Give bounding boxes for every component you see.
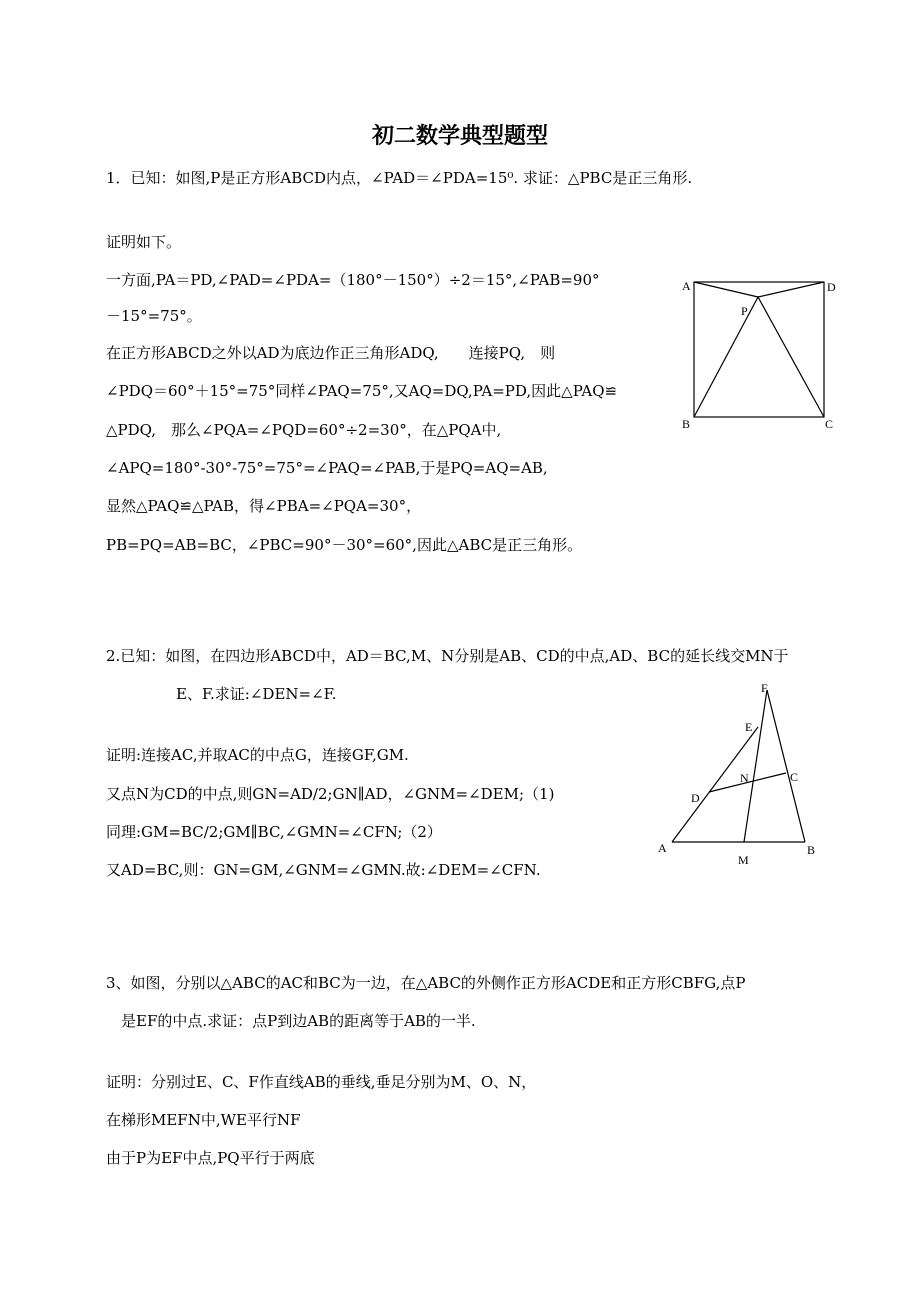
problem-3-proof-line: 证明：分别过E、C、F作直线AB的垂线,垂足分别为M、O、N，: [106, 1073, 537, 1091]
label-b: B: [682, 417, 691, 431]
problem-1-proof-line: PB=PQ=AB=BC，∠PBC=90°－30°=60°,因此△ABC是正三角形。: [106, 536, 583, 554]
label-f: F: [761, 681, 768, 695]
problem-1-proof-line: ∠PDQ＝60°＋15°=75°同样∠PAQ=75°,又AQ=DQ,PA=PD,因此△PAQ≌: [106, 382, 618, 400]
problem-1-statement: 1．已知：如图,P是正方形ABCD内点，∠PAD＝∠PDA=15⁰. 求证：△PBC是正三角形.: [106, 169, 693, 187]
label-a: A: [658, 841, 667, 855]
figure-square-abcd: [670, 270, 840, 430]
label-e: E: [745, 720, 753, 734]
problem-1-proof-line: ∠APQ=180°-30°-75°=75°=∠PAQ=∠PAB,于是PQ=AQ=AB,: [106, 459, 548, 477]
segment-dp: [758, 282, 824, 297]
segment-bf: [767, 690, 805, 842]
problem-3-proof-line: 在梯形MEFN中,WE平行NF: [106, 1111, 301, 1129]
label-n: N: [740, 771, 749, 785]
figure-quadrilateral-abcd: [650, 680, 830, 870]
label-c: C: [825, 417, 834, 431]
problem-1-proof-line: －15°=75°。: [106, 307, 202, 325]
problem-2-statement: 2.已知：如图，在四边形ABCD中，AD＝BC,M、N分别是AB、CD的中点,AD、BC的延长线交MN于: [106, 647, 789, 665]
label-b: B: [807, 843, 816, 857]
label-d: D: [827, 280, 836, 294]
segment-ap: [694, 282, 758, 297]
segment-cp: [758, 297, 824, 417]
problem-2-proof-line: 又AD=BC,则：GN=GM,∠GNM=∠GMN.故:∠DEM=∠CFN.: [106, 861, 541, 879]
problem-2-proof-line: 证明:连接AC,并取AC的中点G，连接GF,GM.: [106, 746, 409, 764]
problem-1-proof-line: 在正方形ABCD之外以AD为底边作正三角形ADQ, 连接PQ, 则: [106, 344, 556, 362]
problem-2-proof-line: 同理:GM=BC/2;GM∥BC,∠GMN=∠CFN;（2）: [106, 823, 442, 841]
problem-3-proof-line: 由于P为EF中点,PQ平行于两底: [106, 1149, 315, 1167]
label-c: C: [790, 770, 799, 784]
problem-1-proof-line: △PDQ, 那么∠PQA=∠PQD=60°÷2=30°，在△PQA中,: [106, 421, 502, 439]
problem-2-proof-line: 又点N为CD的中点,则GN=AD/2;GN∥AD，∠GNM=∠DEM;（1): [106, 785, 555, 803]
square-outline: [694, 282, 824, 417]
problem-1-proof-line: 显然△PAQ≌△PAB，得∠PBA=∠PQA=30°，: [106, 497, 422, 515]
segment-mf: [744, 690, 767, 842]
label-p: P: [741, 304, 748, 318]
label-a: A: [682, 279, 691, 293]
problem-2-statement-cont: E、F.求证:∠DEN=∠F.: [176, 685, 337, 703]
label-d: D: [691, 791, 700, 805]
problem-1-proof-line: 一方面,PA＝PD,∠PAD=∠PDA=（180°－150°）÷2＝15°,∠PAB=90°: [106, 271, 600, 289]
problem-1-proof-line: 证明如下。: [106, 233, 182, 251]
segment-bp: [694, 297, 758, 417]
problem-3-statement-cont: 是EF的中点.求证：点P到边AB的距离等于AB的一半.: [121, 1012, 476, 1030]
page-title: 初二数学典型题型: [371, 123, 548, 149]
label-m: M: [738, 853, 749, 867]
problem-3-statement: 3、如图，分别以△ABC的AC和BC为一边，在△ABC的外侧作正方形ACDE和正方形CBFG,点P: [106, 974, 746, 992]
